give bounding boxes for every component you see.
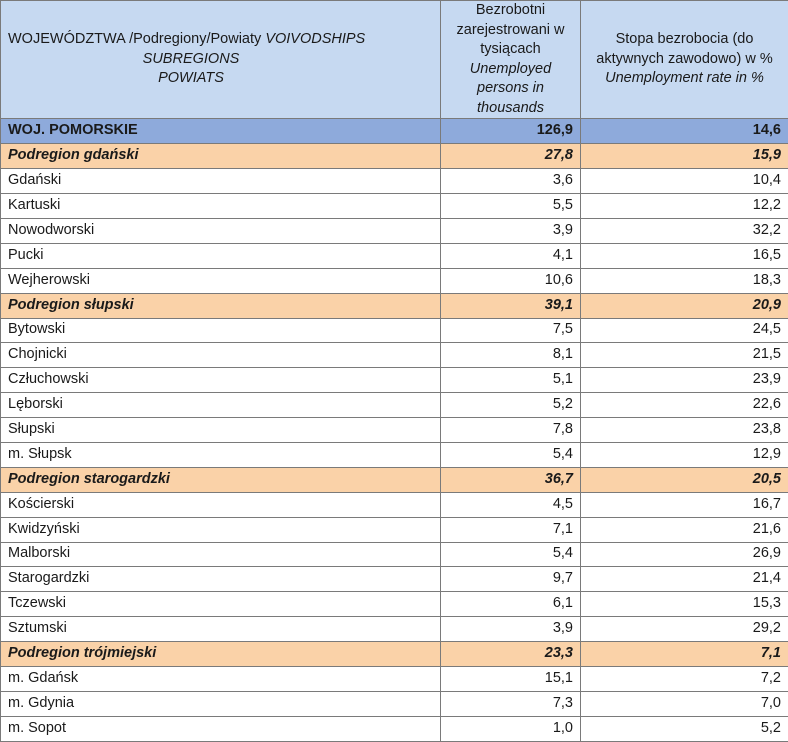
- table-header-row: [1, 1, 788, 119]
- unemployed-cell: 3,9: [441, 617, 581, 642]
- region-name-cell: Pucki: [1, 243, 441, 268]
- region-name-cell: Tczewski: [1, 592, 441, 617]
- header-region-en3: POWIATS: [8, 69, 434, 89]
- powiat-row: [1, 666, 788, 691]
- unemployment-rate-cell: 14,6: [581, 119, 788, 144]
- unemployed-cell: 9,7: [441, 567, 581, 592]
- region-name-cell: Kościerski: [1, 492, 441, 517]
- unemployment-rate-cell: 20,5: [581, 467, 788, 492]
- unemployment-rate-cell: 16,5: [581, 243, 788, 268]
- header-region: [1, 1, 441, 119]
- subregion-row: [1, 144, 788, 169]
- region-name-cell: Chojnicki: [1, 343, 441, 368]
- unemployed-cell: 27,8: [441, 144, 581, 169]
- region-name-cell: Podregion trójmiejski: [1, 642, 441, 667]
- powiat-row: [1, 617, 788, 642]
- unemployment-rate-cell: 12,9: [581, 442, 788, 467]
- unemployment-rate-cell: 16,7: [581, 492, 788, 517]
- powiat-row: [1, 592, 788, 617]
- unemployed-cell: 5,4: [441, 442, 581, 467]
- unemployment-rate-cell: 26,9: [581, 542, 788, 567]
- unemployment-rate-cell: 22,6: [581, 393, 788, 418]
- unemployed-cell: 10,6: [441, 268, 581, 293]
- region-name-cell: Lęborski: [1, 393, 441, 418]
- unemployment-rate-cell: 23,8: [581, 418, 788, 443]
- unemployed-cell: 8,1: [441, 343, 581, 368]
- unemployed-cell: 4,1: [441, 243, 581, 268]
- unemployed-cell: 7,3: [441, 691, 581, 716]
- unemployment-rate-cell: 32,2: [581, 218, 788, 243]
- region-name-cell: Starogardzki: [1, 567, 441, 592]
- header-unemployed-pl2: zarejestrowani w: [457, 22, 565, 38]
- powiat-row: [1, 318, 788, 343]
- powiat-row: [1, 268, 788, 293]
- unemployed-cell: 36,7: [441, 467, 581, 492]
- unemployed-cell: 6,1: [441, 592, 581, 617]
- unemployment-rate-cell: 15,9: [581, 144, 788, 169]
- table-body: [1, 119, 788, 741]
- unemployment-rate-cell: 20,9: [581, 293, 788, 318]
- unemployed-cell: 7,8: [441, 418, 581, 443]
- region-name-cell: Nowodworski: [1, 218, 441, 243]
- unemployment-rate-cell: 18,3: [581, 268, 788, 293]
- subregion-row: [1, 293, 788, 318]
- header-rate: [581, 1, 788, 119]
- header-rate-pl1: Stopa bezrobocia (do: [616, 31, 754, 47]
- region-name-cell: m. Gdańsk: [1, 666, 441, 691]
- unemployed-cell: 5,2: [441, 393, 581, 418]
- subregion-row: [1, 642, 788, 667]
- region-name-cell: Człuchowski: [1, 368, 441, 393]
- unemployment-rate-cell: 23,9: [581, 368, 788, 393]
- powiat-row: [1, 243, 788, 268]
- unemployed-cell: 3,9: [441, 218, 581, 243]
- unemployment-rate-cell: 5,2: [581, 716, 788, 741]
- region-name-cell: Wejherowski: [1, 268, 441, 293]
- powiat-row: [1, 194, 788, 219]
- header-unemployed-pl3: tysiącach: [480, 41, 540, 57]
- powiat-row: [1, 368, 788, 393]
- powiat-row: [1, 517, 788, 542]
- unemployment-rate-cell: 15,3: [581, 592, 788, 617]
- powiat-row: [1, 542, 788, 567]
- unemployment-rate-cell: 21,4: [581, 567, 788, 592]
- powiat-row: [1, 567, 788, 592]
- region-name-cell: Podregion starogardzki: [1, 467, 441, 492]
- header-rate-pl2: aktywnych zawodowo) w %: [596, 51, 773, 67]
- unemployment-rate-cell: 21,6: [581, 517, 788, 542]
- powiat-row: [1, 492, 788, 517]
- powiat-row: [1, 393, 788, 418]
- header-unemployed-pl1: Bezrobotni: [476, 2, 545, 18]
- unemployed-cell: 126,9: [441, 119, 581, 144]
- region-name-cell: Podregion słupski: [1, 293, 441, 318]
- voivodship-row: [1, 119, 788, 144]
- unemployed-cell: 5,1: [441, 368, 581, 393]
- unemployment-rate-cell: 21,5: [581, 343, 788, 368]
- unemployment-rate-cell: 7,1: [581, 642, 788, 667]
- region-name-cell: m. Gdynia: [1, 691, 441, 716]
- unemployed-cell: 7,5: [441, 318, 581, 343]
- unemployed-cell: 7,1: [441, 517, 581, 542]
- region-name-cell: Sztumski: [1, 617, 441, 642]
- unemployment-rate-cell: 24,5: [581, 318, 788, 343]
- unemployment-rate-cell: 29,2: [581, 617, 788, 642]
- unemployment-rate-cell: 7,0: [581, 691, 788, 716]
- unemployed-cell: 3,6: [441, 169, 581, 194]
- region-name-cell: Gdański: [1, 169, 441, 194]
- unemployed-cell: 39,1: [441, 293, 581, 318]
- region-name-cell: m. Słupsk: [1, 442, 441, 467]
- unemployed-cell: 5,5: [441, 194, 581, 219]
- powiat-row: [1, 716, 788, 741]
- region-name-cell: Malborski: [1, 542, 441, 567]
- header-unemployed: [441, 1, 581, 119]
- unemployed-cell: 15,1: [441, 666, 581, 691]
- region-name-cell: Podregion gdański: [1, 144, 441, 169]
- unemployment-rate-cell: 12,2: [581, 194, 788, 219]
- unemployment-rate-cell: 7,2: [581, 666, 788, 691]
- unemployed-cell: 1,0: [441, 716, 581, 741]
- header-region-pl: WOJEWÓDZTWA /Podregiony/Powiaty: [8, 31, 261, 47]
- powiat-row: [1, 169, 788, 194]
- header-rate-en: Unemployment rate in %: [605, 70, 764, 86]
- unemployed-cell: 23,3: [441, 642, 581, 667]
- subregion-row: [1, 467, 788, 492]
- unemployment-rate-cell: 10,4: [581, 169, 788, 194]
- region-name-cell: Kwidzyński: [1, 517, 441, 542]
- powiat-row: [1, 418, 788, 443]
- region-name-cell: Bytowski: [1, 318, 441, 343]
- unemployed-cell: 4,5: [441, 492, 581, 517]
- region-name-cell: m. Sopot: [1, 716, 441, 741]
- header-region-en2: SUBREGIONS: [8, 50, 434, 70]
- powiat-row: [1, 442, 788, 467]
- unemployed-cell: 5,4: [441, 542, 581, 567]
- header-region-en: VOIVODSHIPS: [265, 31, 365, 47]
- powiat-row: [1, 343, 788, 368]
- region-name-cell: Kartuski: [1, 194, 441, 219]
- region-name-cell: WOJ. POMORSKIE: [1, 119, 441, 144]
- region-name-cell: Słupski: [1, 418, 441, 443]
- powiat-row: [1, 218, 788, 243]
- header-unemployed-en: Unemployed persons in thousands: [470, 61, 551, 116]
